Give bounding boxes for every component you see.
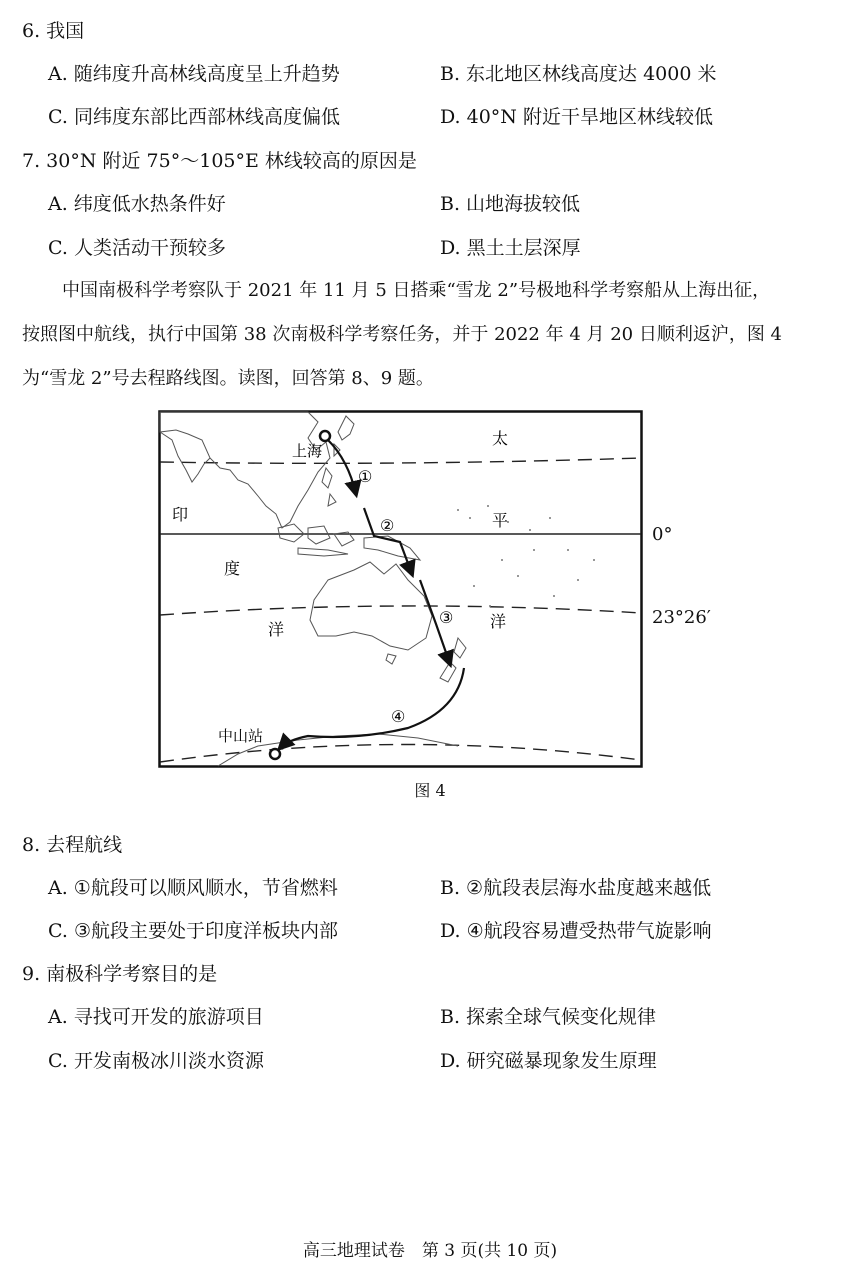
passage-line-1: 中国南极科学考察队于 2021 年 11 月 5 日搭乘“雪龙 2”号极地科学考察船从上海出征，: [62, 280, 771, 301]
label-shanghai: 上海: [292, 442, 323, 460]
q6-option-d: D. 40°N 附近干旱地区林线较低: [440, 106, 713, 128]
label-equator: 0°: [652, 524, 673, 545]
label-segment-4: ④: [391, 707, 406, 726]
label-ocean-yang-indian: 洋: [268, 620, 285, 639]
label-zhongshan: 中山站: [218, 727, 264, 745]
q9-option-a: A. 寻找可开发的旅游项目: [48, 1006, 264, 1028]
label-segment-3: ③: [439, 608, 454, 627]
passage-line-2: 按照图中航线，执行中国第 38 次南极科学考察任务，并于 2022 年 4 月 20 日顺利返沪，图 4: [22, 324, 783, 345]
q8-option-d: D. ④航段容易遭受热带气旋影响: [440, 920, 712, 942]
q9-option-d: D. 研究磁暴现象发生原理: [440, 1050, 657, 1072]
q8-option-a: A. ①航段可以顺风顺水，节省燃料: [48, 877, 338, 899]
passage-line-3: 为“雪龙 2”号去程路线图。读图，回答第 8、9 题。: [22, 368, 434, 389]
q8-stem: 8. 去程航线: [22, 834, 123, 856]
q9-option-b: B. 探索全球气候变化规律: [440, 1006, 657, 1028]
label-segment-1: ①: [358, 467, 373, 486]
q9-option-c: C. 开发南极冰川淡水资源: [48, 1050, 264, 1072]
q9-stem: 9. 南极科学考察目的是: [22, 963, 218, 985]
q6-option-a: A. 随纬度升高林线高度呈上升趋势: [48, 63, 340, 85]
q7-option-c: C. 人类活动干预较多: [48, 237, 226, 259]
label-ocean-du: 度: [224, 559, 241, 578]
q6-option-b: B. 东北地区林线高度达 4000 米: [440, 63, 717, 85]
label-segment-2: ②: [380, 516, 395, 535]
zhongshan-marker: [270, 749, 280, 759]
label-ocean-ping: 平: [492, 511, 509, 530]
label-ocean-tai: 太: [492, 429, 509, 448]
route-map: [158, 410, 643, 768]
label-ocean-yin: 印: [172, 505, 189, 524]
q8-option-b: B. ②航段表层海水盐度越来越低: [440, 877, 712, 899]
q7-option-d: D. 黑土土层深厚: [440, 237, 581, 259]
q7-option-a: A. 纬度低水热条件好: [48, 193, 226, 215]
figure-caption: 图 4: [414, 781, 446, 800]
q7-stem: 7. 30°N 附近 75°～105°E 林线较高的原因是: [22, 150, 417, 172]
q6-stem: 6. 我国: [22, 20, 85, 42]
q6-option-c: C. 同纬度东部比西部林线高度偏低: [48, 106, 340, 128]
q8-option-c: C. ③航段主要处于印度洋板块内部: [48, 920, 338, 942]
page-footer: 高三地理试卷 第 3 页(共 10 页): [302, 1241, 558, 1261]
label-tropic: 23°26′: [652, 607, 711, 628]
q7-option-b: B. 山地海拔较低: [440, 193, 581, 215]
label-ocean-yang-pacific: 洋: [490, 612, 507, 631]
